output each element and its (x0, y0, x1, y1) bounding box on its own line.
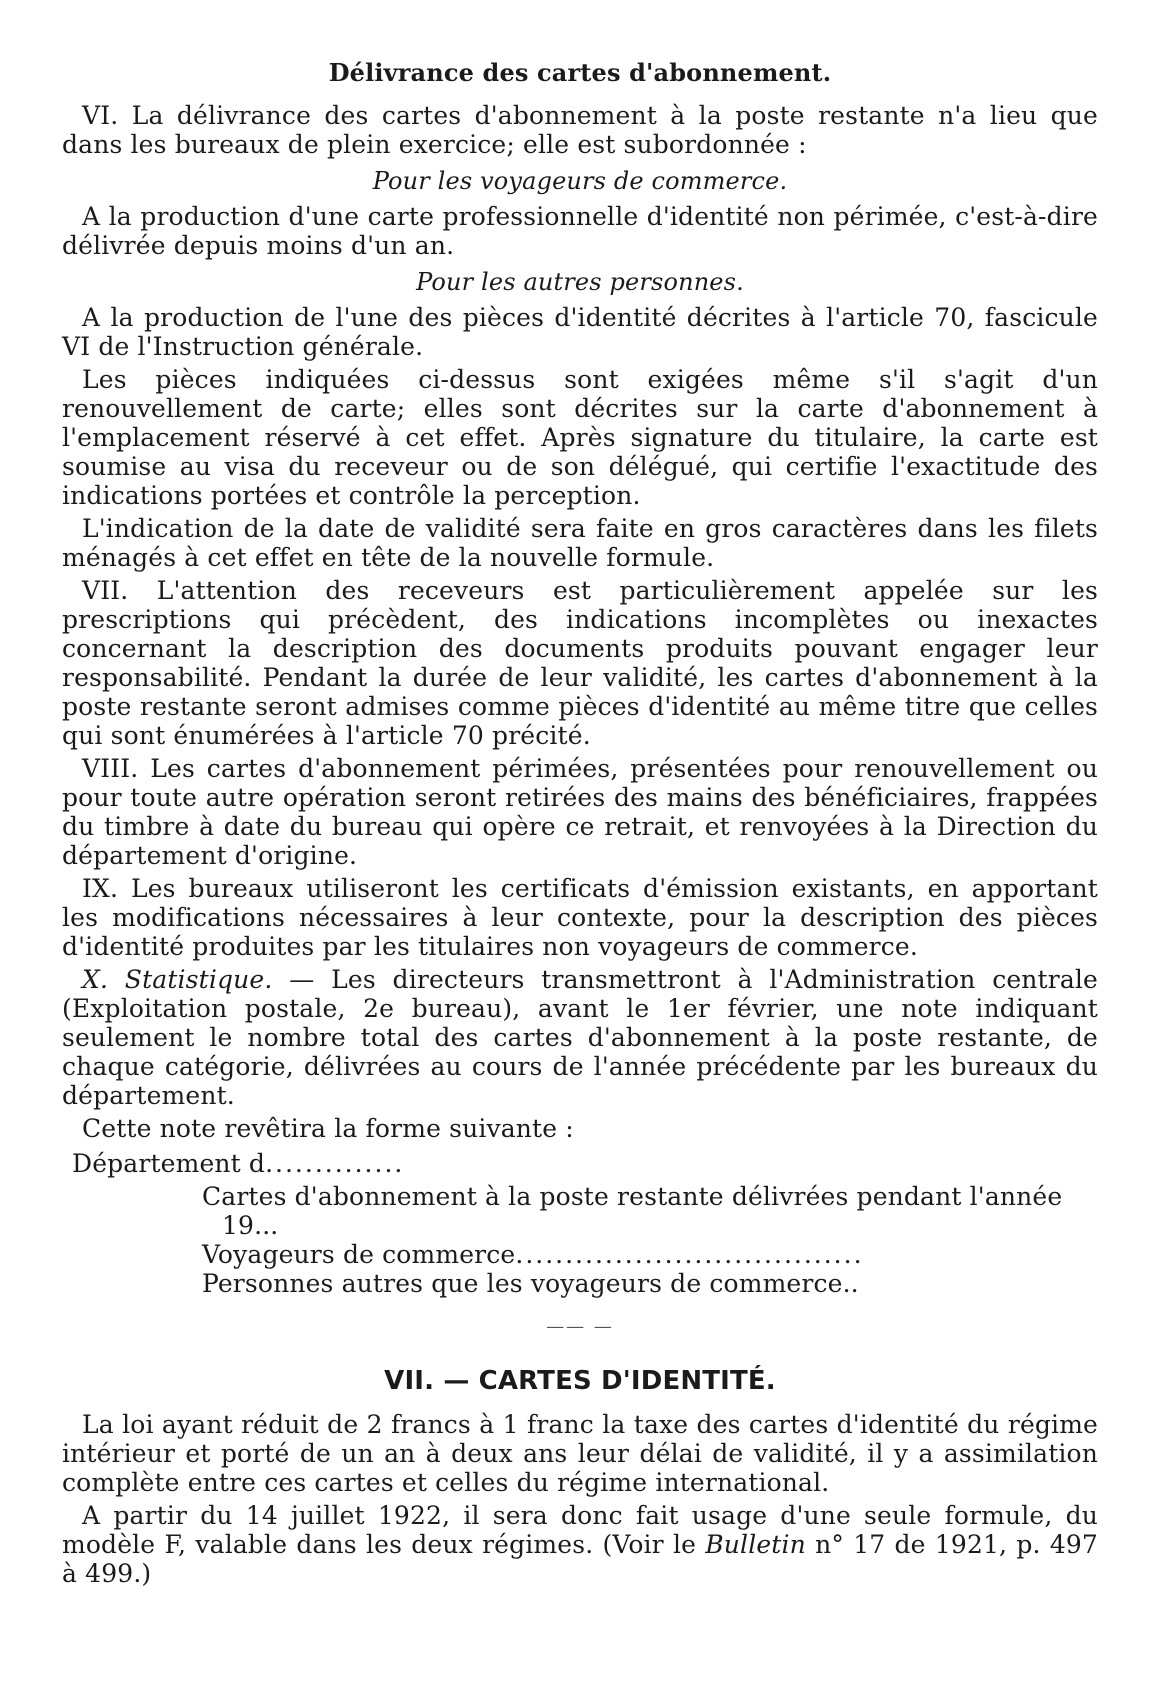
form-department-dots: .............. (265, 1149, 405, 1178)
paragraph-vi: VI. La délivrance des cartes d'abonnement à la poste restante n'a lieu que dans les bureaux de plein exercice; elle est subordonnée : (62, 101, 1098, 159)
section-title-delivrance: Délivrance des cartes d'abonnement. (328, 58, 832, 87)
paragraph-note: Cette note revêtira la forme suivante : (82, 1114, 574, 1143)
form-voyageurs-dots: ................................... (515, 1240, 864, 1269)
form-voyageurs-label: Voyageurs de commerce (202, 1240, 516, 1269)
section-separator: —— — (546, 1316, 614, 1337)
paragraph-x-label: X. Statistique. (82, 965, 273, 994)
section-title-identite: VII. — CARTES D'IDENTITÉ. (384, 1366, 776, 1396)
paragraph-partir-end: n° 17 de 1921, p. 497 à 499.) (62, 1530, 1098, 1588)
paragraph-x-text: — Les directeurs transmettront à l'Administration centrale (Exploitation postale, 2e bureau), avant le 1er février, une note indiquant seulement le nombre total des cartes d'abonnement à la poste restante, de chaque catégorie, délivrées au cours de l'année précédente par les bureaux du département. (62, 965, 1098, 1110)
subhead-voyageurs: Pour les voyageurs de commerce. (372, 167, 788, 195)
paragraph-viii: VIII. Les cartes d'abonnement périmées, présentées pour renouvellement ou pour toute autre opération seront retirées des mains des bénéficiaires, frappées du timbre à date du bureau qui opère ce retrait, et renvoyées à la Direction du département d'origine. (62, 754, 1098, 870)
paragraph-x (62, 965, 1098, 1110)
paragraph-vii: VII. L'attention des receveurs est particulièrement appelée sur les prescriptions qui précèdent, des indications incomplètes ou inexactes concernant la description des documents produits pouvant engager leur responsabilité. Pendant la durée de leur validité, les cartes d'abonnement à la poste restante seront admises comme pièces d'identité au même titre que celles qui sont énumérées à l'article 70 précité. (62, 576, 1098, 750)
paragraph-partir-start: A partir du 14 juillet 1922, il sera donc fait usage d'une seule formule, du modèle F, valable dans les deux régimes. (Voir le (62, 1501, 1098, 1559)
paragraph-autres: A la production de l'une des pièces d'identité décrites à l'article 70, fascicule VI de l'Instruction générale. (62, 303, 1098, 361)
paragraph-partir (62, 1501, 1098, 1588)
form-department-line (72, 1149, 1098, 1178)
paragraph-ix: IX. Les bureaux utiliseront les certificats d'émission existants, en apportant les modifications nécessaires à leur contexte, pour la description des pièces d'identité produites par les titulaires non voyageurs de commerce. (62, 874, 1098, 961)
form-year-line: 19... (222, 1211, 279, 1240)
paragraph-loi: La loi ayant réduit de 2 francs à 1 franc la taxe des cartes d'identité du régime intérieur et porté de un an à deux ans leur délai de validité, il y a assimilation complète entre ces cartes et celles du régime international. (62, 1410, 1098, 1497)
paragraph-voyageurs: A la production d'une carte professionnelle d'identité non périmée, c'est-à-dire délivrée depuis moins d'un an. (62, 202, 1098, 260)
bulletin-reference: Bulletin (705, 1530, 806, 1559)
form-cartes-line: Cartes d'abonnement à la poste restante délivrées pendant l'année (202, 1182, 1063, 1211)
form-voyageurs-line (202, 1240, 1098, 1269)
subhead-autres: Pour les autres personnes. (416, 268, 744, 296)
form-department-label: Département d (72, 1149, 266, 1178)
form-autres-line: Personnes autres que les voyageurs de commerce.. (202, 1269, 859, 1298)
paragraph-indication: L'indication de la date de validité sera faite en gros caractères dans les filets ménagés à cet effet en tête de la nouvelle formule. (62, 514, 1098, 572)
paragraph-pieces: Les pièces indiquées ci-dessus sont exigées même s'il s'agit d'un renouvellement de carte; elles sont décrites sur la carte d'abonnement à l'emplacement réservé à cet effet. Après signature du titulaire, la carte est soumise au visa du receveur ou de son délégué, qui certifie l'exactitude des indications portées et contrôle la perception. (62, 365, 1098, 510)
